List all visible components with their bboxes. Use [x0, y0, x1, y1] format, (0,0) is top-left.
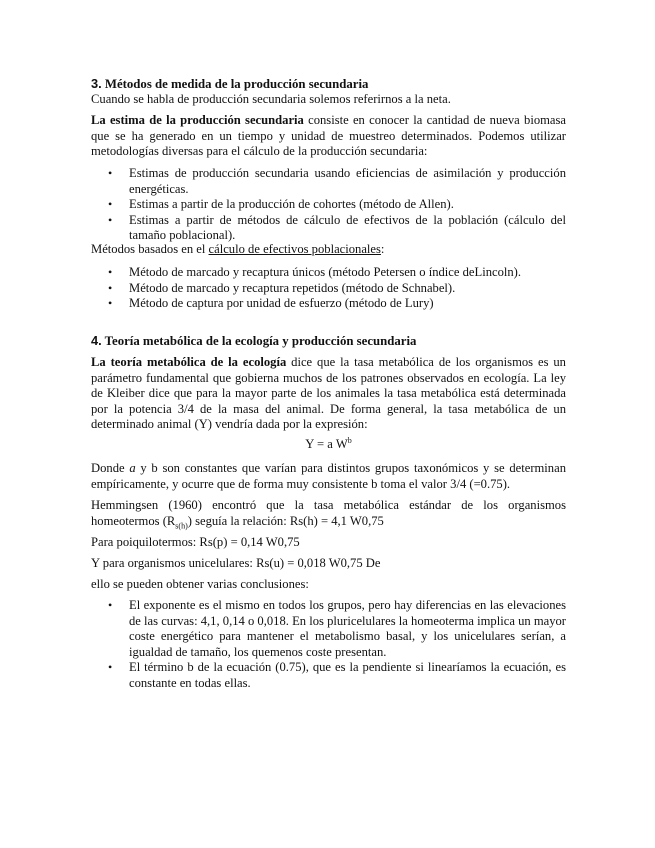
constants-paragraph: Donde a y b son constantes que varían para distintos grupos taxonómicos y se determinan empíricamente, y ocurre que de forma muy consistente b toma el valor 3/4 (=0.75).	[91, 461, 566, 491]
hemmingsen-paragraph: Hemmingsen (1960) encontró que la tasa metabólica estándar de los organismos homeotermos $(R_{s(h)})$ seguía la relación: Rs(h) = 4,1 W0,75	[91, 498, 566, 531]
list-item: • El término b de la ecuación (0.75), que es la pendiente si linearíamos la ecuación, es constante en todas ellas.	[91, 660, 566, 691]
section-3-intro: Cuando se habla de producción secundaria solemos referirnos a la neta.	[91, 92, 451, 106]
list-item: • El exponente es el mismo en todos los grupos, pero hay diferencias en las elevaciones de las curvas: 4,1, 0,14 o 0,018. En los pluricelulares la homeoterma implica un mayor coste energético para mantener el metabolismo basal, y los unicelulares serían, a igualdad de tamaño, los quemenos coste presentan.	[91, 598, 566, 660]
section-4-paragraph: La teoría metabólica de la ecología dice que la tasa metabólica de los organismos es un parámetro fundamental que gobierna muchos de los patrones observados en ecología. La ley de Kleiber dice que para la mayor parte de los animales la tasa metabólica está determinada por la potencia 3/4 de la masa del animal. De forma general, la tasa metabólica de un determinado animal (Y) vendría dada por la expresión:	[91, 355, 566, 432]
section-3-paragraph: La estima de la producción secundaria consiste en conocer la cantidad de nueva biomasa que se ha generado en un tiempo y unidad de muestreo determinados. Podemos utilizar metodologías diversas para el cálculo de la producción secundaria:	[91, 113, 566, 159]
population-estimates-link: cálculo de efectivos poblacionales	[208, 242, 381, 256]
conclusions-list	[91, 598, 566, 692]
metabolic-formula: Y = a $W^b$	[305, 435, 352, 451]
list-item: • Método de marcado y recaptura repetidos (método de Schnabel).	[91, 281, 566, 297]
production-methods-list	[91, 166, 566, 244]
list-item: • Método de marcado y recaptura únicos (método Petersen o índice deLincoln).	[91, 265, 566, 281]
list-item: • Método de captura por unidad de esfuerzo (método de Lury)	[91, 296, 566, 312]
list-item: • Estimas a partir de la producción de cohortes (método de Allen).	[91, 197, 566, 213]
methods-based-on-line: Métodos basados en el cálculo de efectivos poblacionales:	[91, 242, 385, 256]
population-methods-list	[91, 265, 566, 312]
unicellular-line: Y para organismos unicelulares: Rs(u) = 0,018 W0,75 De	[91, 556, 381, 570]
section-3-heading: 3. Métodos de medida de la producción secundaria	[91, 76, 369, 91]
section-4-heading: 4. Teoría metabólica de la ecología y producción secundaria	[91, 333, 417, 348]
poikilotherms-line: Para poiquilotermos: Rs(p) = 0,14 W0,75	[91, 535, 300, 549]
conclusions-line: ello se pueden obtener varias conclusiones:	[91, 577, 309, 591]
list-item: • Estimas de producción secundaria usando eficiencias de asimilación y producción energéticas.	[91, 166, 566, 197]
list-item: • Estimas a partir de métodos de cálculo de efectivos de la población (cálculo del tamaño poblacional).	[91, 213, 566, 244]
